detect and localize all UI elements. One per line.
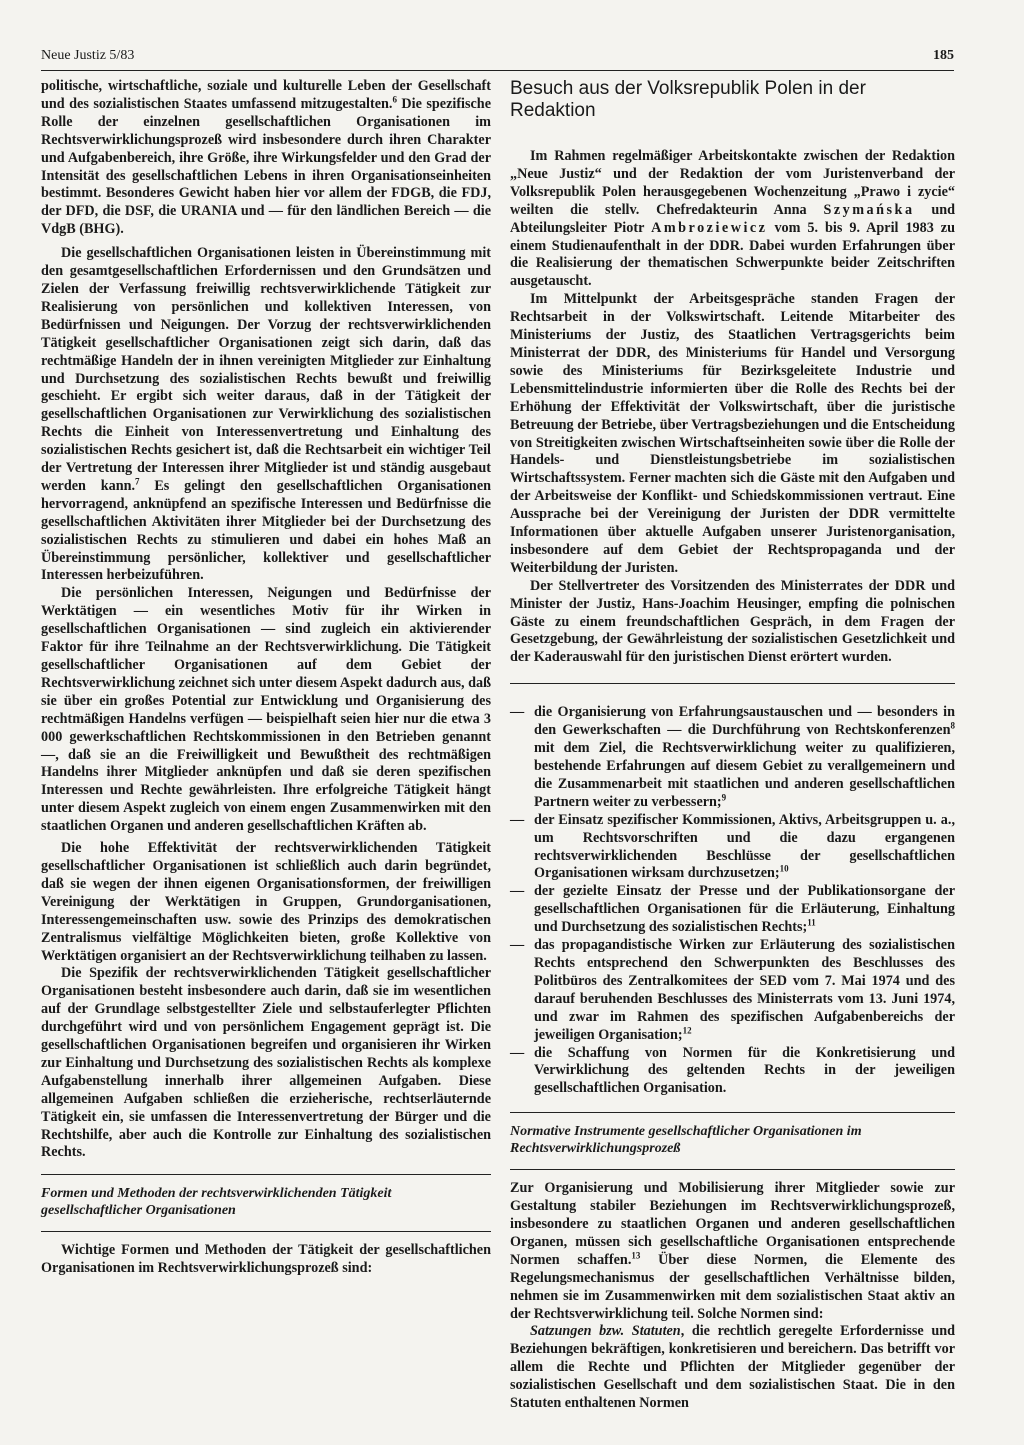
footnote-ref[interactable]: 6 — [392, 94, 397, 105]
list-item: — der Einsatz spezifischer Kommissionen, Aktivs, Arbeitsgruppen u. a., um Rechtsvorschriften und die dazu ergangenen rechtsverwirklichenden Beschlüsse der gesellschaftlichen Organisationen wirksam durchzusetzen;$^{10}$ — [510, 812, 955, 884]
term-italic: Satzungen bzw. Statuten — [530, 1323, 681, 1340]
list-item: — das propagandistische Wirken zur Erläuterung des sozialistischen Rechts entsprechend den Schwerpunkten des Beschlusses des Politbüros des Zentralkomitees der SED vom 7. Mai 1974 und des darauf beruhenden Beschlusses des Ministerrats vom 13. Juni 1974, und zwar im Rahmen des spezifischen Aufgabenbereichs der jeweiligen Organisation;$^{12}$ — [510, 937, 955, 1044]
news-title: Besuch aus der Volksrepublik Polen in der Redaktion — [510, 78, 866, 121]
section-heading: Formen und Methoden der rechtsverwirklichenden Tätigkeit gesellschaftlicher Organisationen — [41, 1186, 392, 1219]
news-paragraph: Der Stellvertreter des Vorsitzenden des Ministerrates der DDR und Minister der Justiz, Hans-Joachim Heusinger, empfing die polnischen Gäste zu einem freundschaftlichen Gespräch, in dem Fragen der Gesetzgebung, der Gewährleistung der sozialistischen Gesetzlichkeit und der Kaderauswahl für den juristischen Dienst erörtert wurden. — [510, 577, 955, 666]
footnote-ref[interactable]: 12 — [682, 1024, 692, 1035]
left-column — [41, 78, 491, 1278]
paragraph: Die hohe Effektivität der rechtsverwirklichenden Tätigkeit gesellschaftlicher Organisationen ist schließlich auch darin begründet, daß sie wegen der ihnen eigenen Organisationsformen, der freiwilligen Vereinigung der Werktätigen in Gruppen, Grundorganisationen, Interessengemeinschaften usw. sowie des Prinzips des demokratischen Zentralismus vielfältige Möglichkeiten bieten, große Kollektive von Werktätigen organisiert an der Rechtsverwirklichung teilhaben zu lassen. — [41, 840, 491, 964]
section-rule — [510, 1112, 955, 1113]
footnote-ref[interactable]: 8 — [950, 720, 955, 731]
paragraph: politische, wirtschaftliche, soziale und kulturelle Leben der Gesellschaft und des sozialistischen Staates umfassend mitzugestalten.$^6$ Die spezifische Rolle der einzelnen gesellschaftlichen Organisationen im Rechtsverwirklichungsprozeß wird insbesondere durch ihren Charakter und Aufgabenbereich, ihre Größe, ihre Wirkungsfelder und den Grad der Intensität des gesellschaftlichen Lebens in ihren Organisationseinheiten bestimmt. Besonderes Gewicht haben hier vor allem der FDGB, die FDJ, der DFD, die DSF, die URANIA und — für den ländlichen Bereich — die VdgB (BHG). — [41, 78, 491, 238]
box-rule — [510, 683, 955, 684]
section-rule — [41, 1231, 491, 1232]
page-number: 185 — [933, 48, 954, 63]
journal-issue: Neue Justiz 5/83 — [41, 48, 135, 63]
footnote-ref[interactable]: 11 — [807, 917, 816, 928]
paragraph: Die gesellschaftlichen Organisationen leisten in Übereinstimmung mit den gesamtgesellschaftlichen Erfordernissen und den Grundsätzen und Zielen der Verfassung freiwillig rechtsverwirklichende Tätigkeit zur Realisierung von persönlichen und kollektiven Interessen, von Bedürfnissen und Neigungen. Der Vorzug der rechtsverwirklichenden Tätigkeit gesellschaftlicher Organisationen zeigt sich darin, daß das rechtmäßige Handeln der in ihnen vereinigten Mitglieder zur Einhaltung und Durchsetzung des sozialistischen Rechts bewußt und freiwillig geschieht. Er ergibt sich weiter daraus, daß in der Tätigkeit der gesellschaftlichen Organisationen zur Verwirklichung des sozialistischen Rechts die Einheit von Interessenvertretung und Einhaltung des sozialistischen Rechts gesichert ist, daß die Rechtsarbeit ein wichtiger Teil der Vertretung der Interessen ihrer Mitglieder ist und ständig ausgebaut werden kann.$^7$ Es gelingt den gesellschaftlichen Organisationen hervorragend, anknüpfend an spezifische Interessen und Bedürfnisse die gesellschaftlichen Aktivitäten ihrer Mitglieder bei der Durchsetzung des sozialistischen Rechts zu stimulieren und dabei ein hohes Maß an Übereinstimmung persönlicher, kollektiver und gesellschaftlicher Interessen herbeizuführen. — [41, 245, 492, 584]
page-header — [41, 48, 954, 71]
section-rule — [41, 1174, 491, 1175]
person-name: Szymańska — [823, 201, 915, 218]
paragraph: Die persönlichen Interessen, Neigungen und Bedürfnisse der Werktätigen — ein wesentliches Motiv für ihr Wirken in gesellschaftlichen Organisationen — sind zugleich ein aktivierender Faktor für ihre Teilnahme an der Rechtsverwirklichung. Die Tätigkeit gesellschaftlicher Organisationen auf dem Gebiet der Rechtsverwirklichung zeichnet sich unter diesem Aspekt dadurch aus, daß sie über ein großes Potential zur Entwicklung und Organisierung des rechtmäßigen Handelns verfügen — beispielhaft seien hier nur die etwa 3 000 gewerkschaftlichen Rechtskommissionen in den Betrieben genannt —, daß sie an die Freiwilligkeit und Bewußtheit des rechtmäßigen Handelns ihrer Mitglieder anknüpfen und daß sie deren spezifischen Interessen und Rechte gewährleisten. Ihre erfolgreiche Tätigkeit hängt unter diesem Aspekt zugleich von einem engen Zusammenwirken mit den staatlichen Organen und anderen gesellschaftlichen Kräften ab. — [41, 585, 491, 835]
paragraph: Zur Organisierung und Mobilisierung ihrer Mitglieder sowie zur Gestaltung stabiler Beziehungen im Rechtsverwirklichungsprozeß, insbesondere zu staatlichen Organen und anderen gesellschaftlichen Organen, müssen sich gesellschaftliche Organisationen entsprechende Normen schaffen.$^{13}$ Über diese Normen, die Elemente des Regelungsmechanismus der gesellschaftlichen Verhältnisse bilden, nehmen sie im Zusammenwirken mit dem sozialistischen Staat aktiv an der Rechtsverwirklichung teil. Solche Normen sind: — [510, 1180, 955, 1322]
list-item: — der gezielte Einsatz der Presse und der Publikationsorgane der gesellschaftlichen Organisationen für die Erläuterung, Einhaltung und Durchsetzung des sozialistischen Rechts;$^{11}$ — [510, 883, 955, 937]
footnote-ref[interactable]: 13 — [631, 1250, 641, 1261]
list-item: — die Schaffung von Normen für die Konkretisierung und Verwirklichung des geltenden Rechts in der jeweiligen gesellschaftlichen Organisation. — [510, 1045, 955, 1099]
footnote-ref[interactable]: 9 — [721, 792, 727, 803]
person-name: Ambroziewicz — [651, 219, 768, 236]
footnote-ref[interactable]: 10 — [779, 863, 789, 874]
footnote-ref[interactable]: 7 — [135, 476, 140, 487]
list-item: — die Organisierung von Erfahrungsaustauschen und — besonders in den Gewerkschaften — die Durchführung von Rechtskonferenzen$^8$ mit dem Ziel, die Rechtsverwirklichung weiter zu qualifizieren, bestehende Erfahrungen auf diesem Gebiet zu verallgemeinern und die Zusammenarbeit mit staatlichen und anderen gesellschaftlichen Partnern weiter zu verbessern;$^9$ — [510, 704, 955, 811]
news-paragraph: Im Mittelpunkt der Arbeitsgespräche standen Fragen der Rechtsarbeit in der Volkswirtschaft. Leitende Mitarbeiter des Ministeriums der Justiz, des Staatlichen Vertragsgerichts beim Ministerrat der DDR, des Ministeriums für Handel und Versorgung sowie des Ministeriums für Bezirksgeleitete Industrie und Lebensmittelindustrie informierten über die Rolle des Rechts bei der Erhöhung der Effektivität der Volkswirtschaft, über die juristische Betreuung der Betriebe, über Vertragsbeziehungen und die Entscheidung von Streitigkeiten zwischen Wirtschaftseinheiten sowie über die Rolle der Handels- und Dienstleistungsbetriebe im sozialistischen Wirtschaftssystem. Ferner machten sich die Gäste mit den Aufgaben und der Arbeitsweise der Konflikt- und Schiedskommissionen vertraut. Eine Aussprache bei der Vereinigung der Juristen der DDR vermittelte Informationen über aktuelle Aufgaben unserer Juristenorganisation, insbesondere auf dem Gebiet der Rechtspropaganda und der Weiterbildung der Juristen. — [510, 291, 955, 576]
news-paragraph: Im Rahmen regelmäßiger Arbeitskontakte zwischen der Redaktion „Neue Justiz“ und der Redaktion der vom Juristenverband der Volksrepublik Polen herausgegebenen Wochenzeitung „Prawo i zycie“ weilten die stellv. Chefredakteurin Anna Szymańska und Abteilungsleiter Piotr Ambroziewicz vom 5. bis 9. April 1983 zu einem Studienaufenthalt in der DDR. Dabei wurden Erfahrungen über die Realisierung der thematischen Schwerpunkte beider Zeitschriften ausgetauscht. — [510, 148, 956, 290]
methods-list — [510, 704, 955, 1098]
paragraph: Satzungen bzw. Statuten, die rechtlich geregelte Erfordernisse und Beziehungen bekräftigen, konkretisieren und bereichern. Das betrifft vor allem die Rechte und Pflichten der Mitglieder gegenüber der sozialistischen Gesellschaft und dem sozialistischen Staat. Die in den Statuten enthaltenen Normen — [510, 1323, 955, 1412]
section-heading: Normative Instrumente gesellschaftlicher Organisationen im Rechtsverwirklichungsprozeß — [510, 1124, 862, 1157]
section-rule — [510, 1169, 955, 1170]
right-column — [510, 78, 955, 1413]
paragraph: Wichtige Formen und Methoden der Tätigkeit der gesellschaftlichen Organisationen im Rechtsverwirklichungsprozeß sind: — [41, 1242, 491, 1277]
paragraph: Die Spezifik der rechtsverwirklichenden Tätigkeit gesellschaftlicher Organisationen besteht insbesondere auch darin, daß sie im wesentlichen auf der Grundlage selbstgestellter Ziele und selbstauferlegter Pflichten durchgeführt wird und von persönlichem Engagement geprägt ist. Die gesellschaftlichen Organisationen begreifen und organisieren ihr Wirken zur Einhaltung und Durchsetzung des sozialistischen Rechts als komplexe Aufgabenstellung innerhalb ihrer allgemeinen Aufgaben. Diese allgemeinen Aufgaben schließen die erzieherische, rechtserläuternde Tätigkeit ein, sie umfassen die Interessenvertretung der Bürger und die Rechtshilfe, aber auch die Kontrolle zur Einhaltung des sozialistischen Rechts. — [41, 965, 491, 1161]
